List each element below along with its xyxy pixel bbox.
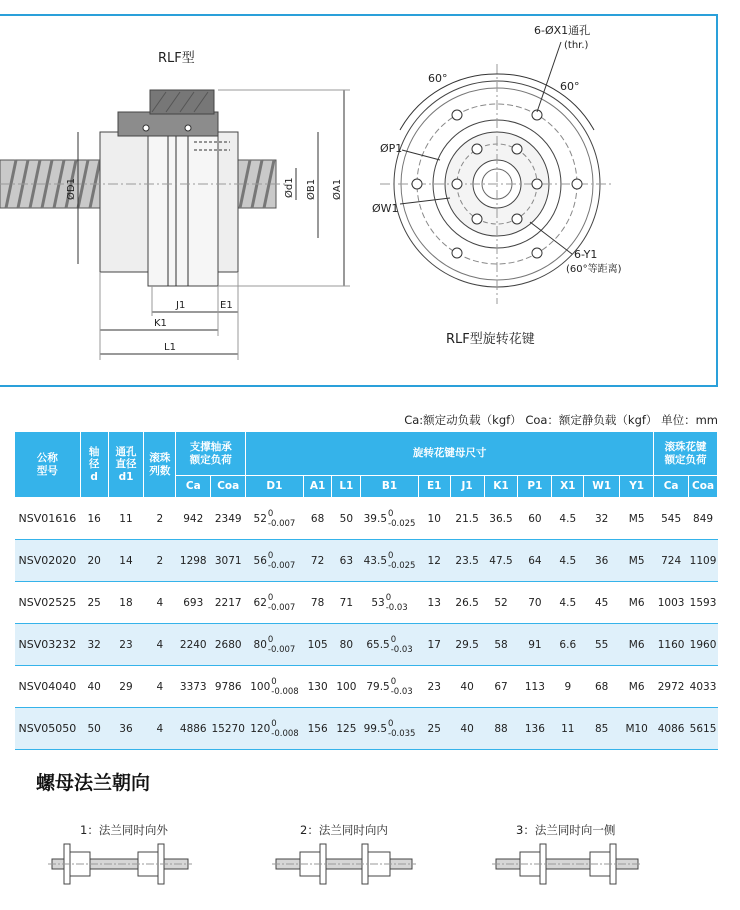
dim-D1: ØD1 — [66, 178, 77, 200]
table-row — [15, 666, 718, 708]
tol-upper: 0 — [388, 550, 394, 561]
cell-d: 32 — [80, 624, 108, 666]
tol-upper: 0 — [271, 676, 277, 687]
cell-L1: 71 — [332, 582, 361, 624]
cell-B1-tolerance — [388, 719, 415, 739]
cell-rows: 2 — [144, 498, 176, 540]
cell-rows: 4 — [144, 708, 176, 750]
hdr-L1: L1 — [332, 476, 361, 498]
cell-d1: 14 — [108, 540, 144, 582]
cell-E1: 13 — [418, 582, 450, 624]
dim-E1: E1 — [220, 300, 233, 311]
cell-ca: 3373 — [176, 666, 211, 708]
cell-Y1: M6 — [620, 624, 654, 666]
hdr-P1: P1 — [518, 476, 552, 498]
cell-d: 20 — [80, 540, 108, 582]
cell-coa: 2349 — [211, 498, 246, 540]
cell-A1: 68 — [303, 498, 332, 540]
cell-coa: 15270 — [211, 708, 246, 750]
table-row — [15, 540, 718, 582]
technical-drawing — [0, 0, 740, 400]
cell-D1-value: 62 — [253, 596, 267, 609]
cell-J1: 21.5 — [450, 498, 484, 540]
cell-model: NSV04040 — [15, 666, 81, 708]
cell-D1 — [246, 666, 304, 708]
angle-left: 60° — [428, 72, 448, 85]
dim-B1: ØB1 — [306, 178, 317, 200]
cell-L1: 125 — [332, 708, 361, 750]
bolt-label: ØW1 — [372, 202, 399, 215]
cell-model: NSV03232 — [15, 624, 81, 666]
hdr-coa: Coa — [211, 476, 246, 498]
tol-lower: -0.03 — [390, 644, 413, 655]
cell-P1: 113 — [518, 666, 552, 708]
cell-model: NSV01616 — [15, 498, 81, 540]
cell-B1-tolerance — [386, 593, 408, 613]
cell-d: 16 — [80, 498, 108, 540]
dim-L1: L1 — [164, 342, 176, 353]
cell-X1: 4.5 — [552, 540, 584, 582]
hdr-A1: A1 — [303, 476, 332, 498]
cell-L1: 63 — [332, 540, 361, 582]
tol-lower: -0.007 — [267, 644, 296, 655]
orientation-diagram-2 — [272, 844, 416, 884]
tol-lower: -0.03 — [390, 686, 413, 697]
hdr-ca: Ca — [176, 476, 211, 498]
hdr-nut-group: 旋转花键母尺寸 — [246, 432, 654, 476]
tol-upper: 0 — [390, 676, 397, 687]
cell-B1-value: 39.5 — [363, 512, 388, 525]
orientation-option-3: 3：法兰同时向一侧 — [516, 823, 616, 837]
hdr-coa2: Coa — [689, 476, 718, 498]
cell-ca2: 545 — [654, 498, 689, 540]
hdr-support-group: 支撑轴承 额定负荷 — [176, 432, 246, 476]
cell-K1: 88 — [484, 708, 518, 750]
tol-lower: -0.025 — [388, 518, 416, 529]
cell-ca: 942 — [176, 498, 211, 540]
dim-K1: K1 — [154, 318, 167, 329]
cell-B1-tolerance — [388, 551, 415, 571]
tol-upper: 0 — [390, 634, 397, 645]
cell-E1: 10 — [418, 498, 450, 540]
hdr-B1: B1 — [361, 476, 419, 498]
cell-B1-value: 79.5 — [366, 680, 390, 693]
cell-D1-value: 52 — [253, 512, 267, 525]
cell-B1 — [361, 666, 419, 708]
cell-E1: 23 — [418, 666, 450, 708]
cell-d1: 11 — [108, 498, 144, 540]
cell-rows: 4 — [144, 582, 176, 624]
tol-upper: 0 — [388, 508, 394, 519]
hdr-shaft: 轴 径 d — [80, 432, 108, 498]
cell-coa2: 4033 — [689, 666, 718, 708]
cell-K1: 47.5 — [484, 540, 518, 582]
cell-B1-value: 99.5 — [363, 722, 388, 735]
cell-P1: 60 — [518, 498, 552, 540]
tap-label-sub: (60°等距离) — [566, 264, 622, 275]
cell-L1: 80 — [332, 624, 361, 666]
cell-A1: 156 — [303, 708, 332, 750]
cell-J1: 23.5 — [450, 540, 484, 582]
cell-K1: 58 — [484, 624, 518, 666]
cell-D1-tolerance — [268, 551, 295, 571]
cell-B1-tolerance — [388, 509, 415, 529]
tol-upper: 0 — [267, 550, 274, 561]
cell-D1-tolerance — [271, 719, 298, 739]
tol-lower: -0.008 — [271, 728, 299, 739]
cell-W1: 36 — [584, 540, 620, 582]
cell-A1: 105 — [303, 624, 332, 666]
cell-Y1: M10 — [620, 708, 654, 750]
hole-label: 6-ØX1通孔 — [534, 24, 591, 37]
spec-table — [14, 431, 718, 750]
tol-lower: -0.008 — [271, 686, 299, 697]
cell-J1: 40 — [450, 708, 484, 750]
orientation-title: 螺母法兰朝向 — [36, 772, 151, 794]
cell-model: NSV02525 — [15, 582, 81, 624]
cell-D1 — [246, 540, 304, 582]
cell-W1: 85 — [584, 708, 620, 750]
cell-d1: 36 — [108, 708, 144, 750]
tol-lower: -0.007 — [267, 560, 296, 571]
cell-Y1: M5 — [620, 540, 654, 582]
cell-coa2: 1109 — [689, 540, 718, 582]
cell-L1: 100 — [332, 666, 361, 708]
angle-right: 60° — [560, 80, 580, 93]
cell-coa: 2680 — [211, 624, 246, 666]
tap-label: 6-Y1 — [574, 248, 598, 261]
cell-W1: 45 — [584, 582, 620, 624]
cell-rows: 2 — [144, 540, 176, 582]
cell-rows: 4 — [144, 624, 176, 666]
cell-L1: 50 — [332, 498, 361, 540]
cell-P1: 91 — [518, 624, 552, 666]
hdr-W1: W1 — [584, 476, 620, 498]
tol-upper: 0 — [385, 592, 392, 603]
cell-rows: 4 — [144, 666, 176, 708]
cell-K1: 52 — [484, 582, 518, 624]
cell-D1-tolerance — [268, 509, 295, 529]
cell-E1: 17 — [418, 624, 450, 666]
cell-ca2: 2972 — [654, 666, 689, 708]
hdr-Y1: Y1 — [620, 476, 654, 498]
cell-W1: 68 — [584, 666, 620, 708]
cell-D1 — [246, 708, 304, 750]
cell-D1-value: 120 — [250, 722, 271, 735]
cell-d: 50 — [80, 708, 108, 750]
cell-coa2: 5615 — [689, 708, 718, 750]
cell-K1: 36.5 — [484, 498, 518, 540]
table-row — [15, 624, 718, 666]
dim-d1: Ød1 — [284, 177, 295, 198]
orientation-diagrams — [0, 840, 740, 890]
cell-ca2: 1160 — [654, 624, 689, 666]
cell-D1-value: 56 — [253, 554, 267, 567]
cell-D1-tolerance — [268, 593, 295, 613]
cell-ca2: 4086 — [654, 708, 689, 750]
cell-D1 — [246, 624, 304, 666]
cell-coa: 9786 — [211, 666, 246, 708]
cell-d: 40 — [80, 666, 108, 708]
cell-ca2: 724 — [654, 540, 689, 582]
cell-B1-tolerance — [391, 677, 413, 697]
hdr-model: 公称 型号 — [15, 432, 81, 498]
cell-J1: 40 — [450, 666, 484, 708]
table-row — [15, 582, 718, 624]
cell-B1-tolerance — [391, 635, 413, 655]
hole-label-sub: (thr.) — [564, 40, 589, 51]
dim-J1: J1 — [176, 300, 186, 311]
hdr-D1: D1 — [246, 476, 304, 498]
cell-X1: 9 — [552, 666, 584, 708]
cell-D1-value: 80 — [253, 638, 267, 651]
cell-ca: 1298 — [176, 540, 211, 582]
spec-table-body — [15, 498, 718, 750]
cell-X1: 6.6 — [552, 624, 584, 666]
cell-Y1: M5 — [620, 498, 654, 540]
cell-D1-tolerance — [271, 677, 298, 697]
cell-d: 25 — [80, 582, 108, 624]
hdr-X1: X1 — [552, 476, 584, 498]
cell-E1: 25 — [418, 708, 450, 750]
hdr-J1: J1 — [450, 476, 484, 498]
orientation-option-2: 2：法兰同时向内 — [300, 823, 388, 837]
hdr-ca2: Ca — [654, 476, 689, 498]
orientation-diagram-3 — [492, 844, 642, 884]
cell-X1: 11 — [552, 708, 584, 750]
cell-J1: 26.5 — [450, 582, 484, 624]
cell-B1-value: 53 — [371, 596, 385, 609]
hdr-rows: 滚珠 列数 — [144, 432, 176, 498]
cell-J1: 29.5 — [450, 624, 484, 666]
cell-W1: 32 — [584, 498, 620, 540]
cell-K1: 67 — [484, 666, 518, 708]
left-view-title: RLF型 — [158, 51, 195, 66]
tol-upper: 0 — [267, 508, 274, 519]
cell-P1: 136 — [518, 708, 552, 750]
cell-B1 — [361, 708, 419, 750]
cell-model: NSV02020 — [15, 540, 81, 582]
cell-A1: 78 — [303, 582, 332, 624]
side-view — [0, 90, 350, 360]
table-row — [15, 498, 718, 540]
cell-B1-value: 43.5 — [363, 554, 388, 567]
cell-Y1: M6 — [620, 666, 654, 708]
cell-ca2: 1003 — [654, 582, 689, 624]
cell-Y1: M6 — [620, 582, 654, 624]
cell-D1-value: 100 — [250, 680, 271, 693]
cell-d1: 23 — [108, 624, 144, 666]
tol-upper: 0 — [388, 718, 394, 729]
cell-d1: 29 — [108, 666, 144, 708]
cell-D1 — [246, 498, 304, 540]
units-note: Ca:额定动负载（kgf） Coa：额定静负载（kgf） 单位：mm — [404, 413, 718, 427]
cell-P1: 64 — [518, 540, 552, 582]
cell-A1: 72 — [303, 540, 332, 582]
tol-lower: -0.035 — [388, 728, 416, 739]
cell-model: NSV05050 — [15, 708, 81, 750]
cell-ca: 693 — [176, 582, 211, 624]
cell-B1-value: 65.5 — [366, 638, 390, 651]
cell-X1: 4.5 — [552, 498, 584, 540]
hdr-E1: E1 — [418, 476, 450, 498]
cell-ca: 4886 — [176, 708, 211, 750]
orientation-option-1: 1：法兰同时向外 — [80, 823, 168, 837]
cell-ca: 2240 — [176, 624, 211, 666]
tol-lower: -0.025 — [388, 560, 416, 571]
tol-lower: -0.007 — [267, 518, 296, 529]
hdr-K1: K1 — [484, 476, 518, 498]
tol-lower: -0.007 — [267, 602, 296, 613]
cell-D1 — [246, 582, 304, 624]
table-row — [15, 708, 718, 750]
cell-B1 — [361, 582, 419, 624]
cell-A1: 130 — [303, 666, 332, 708]
cell-coa: 2217 — [211, 582, 246, 624]
tol-upper: 0 — [267, 634, 274, 645]
cell-X1: 4.5 — [552, 582, 584, 624]
pitch-label: ØP1 — [380, 142, 403, 155]
cell-B1 — [361, 540, 419, 582]
cell-D1-tolerance — [268, 635, 295, 655]
cell-B1 — [361, 498, 419, 540]
tol-upper: 0 — [271, 718, 277, 729]
hdr-bore: 通孔 直径 d1 — [108, 432, 144, 498]
cell-P1: 70 — [518, 582, 552, 624]
tol-upper: 0 — [267, 592, 274, 603]
cell-coa2: 1960 — [689, 624, 718, 666]
cell-coa: 3071 — [211, 540, 246, 582]
cell-d1: 18 — [108, 582, 144, 624]
hdr-ball-group: 滚珠花键 额定负荷 — [654, 432, 718, 476]
cell-B1 — [361, 624, 419, 666]
right-view-title: RLF型旋转花键 — [446, 332, 535, 347]
cell-coa2: 1593 — [689, 582, 718, 624]
tol-lower: -0.03 — [385, 602, 408, 613]
dim-A1: ØA1 — [332, 178, 343, 200]
orientation-diagram-1 — [48, 844, 192, 884]
cell-E1: 12 — [418, 540, 450, 582]
cell-coa2: 849 — [689, 498, 718, 540]
cell-W1: 55 — [584, 624, 620, 666]
